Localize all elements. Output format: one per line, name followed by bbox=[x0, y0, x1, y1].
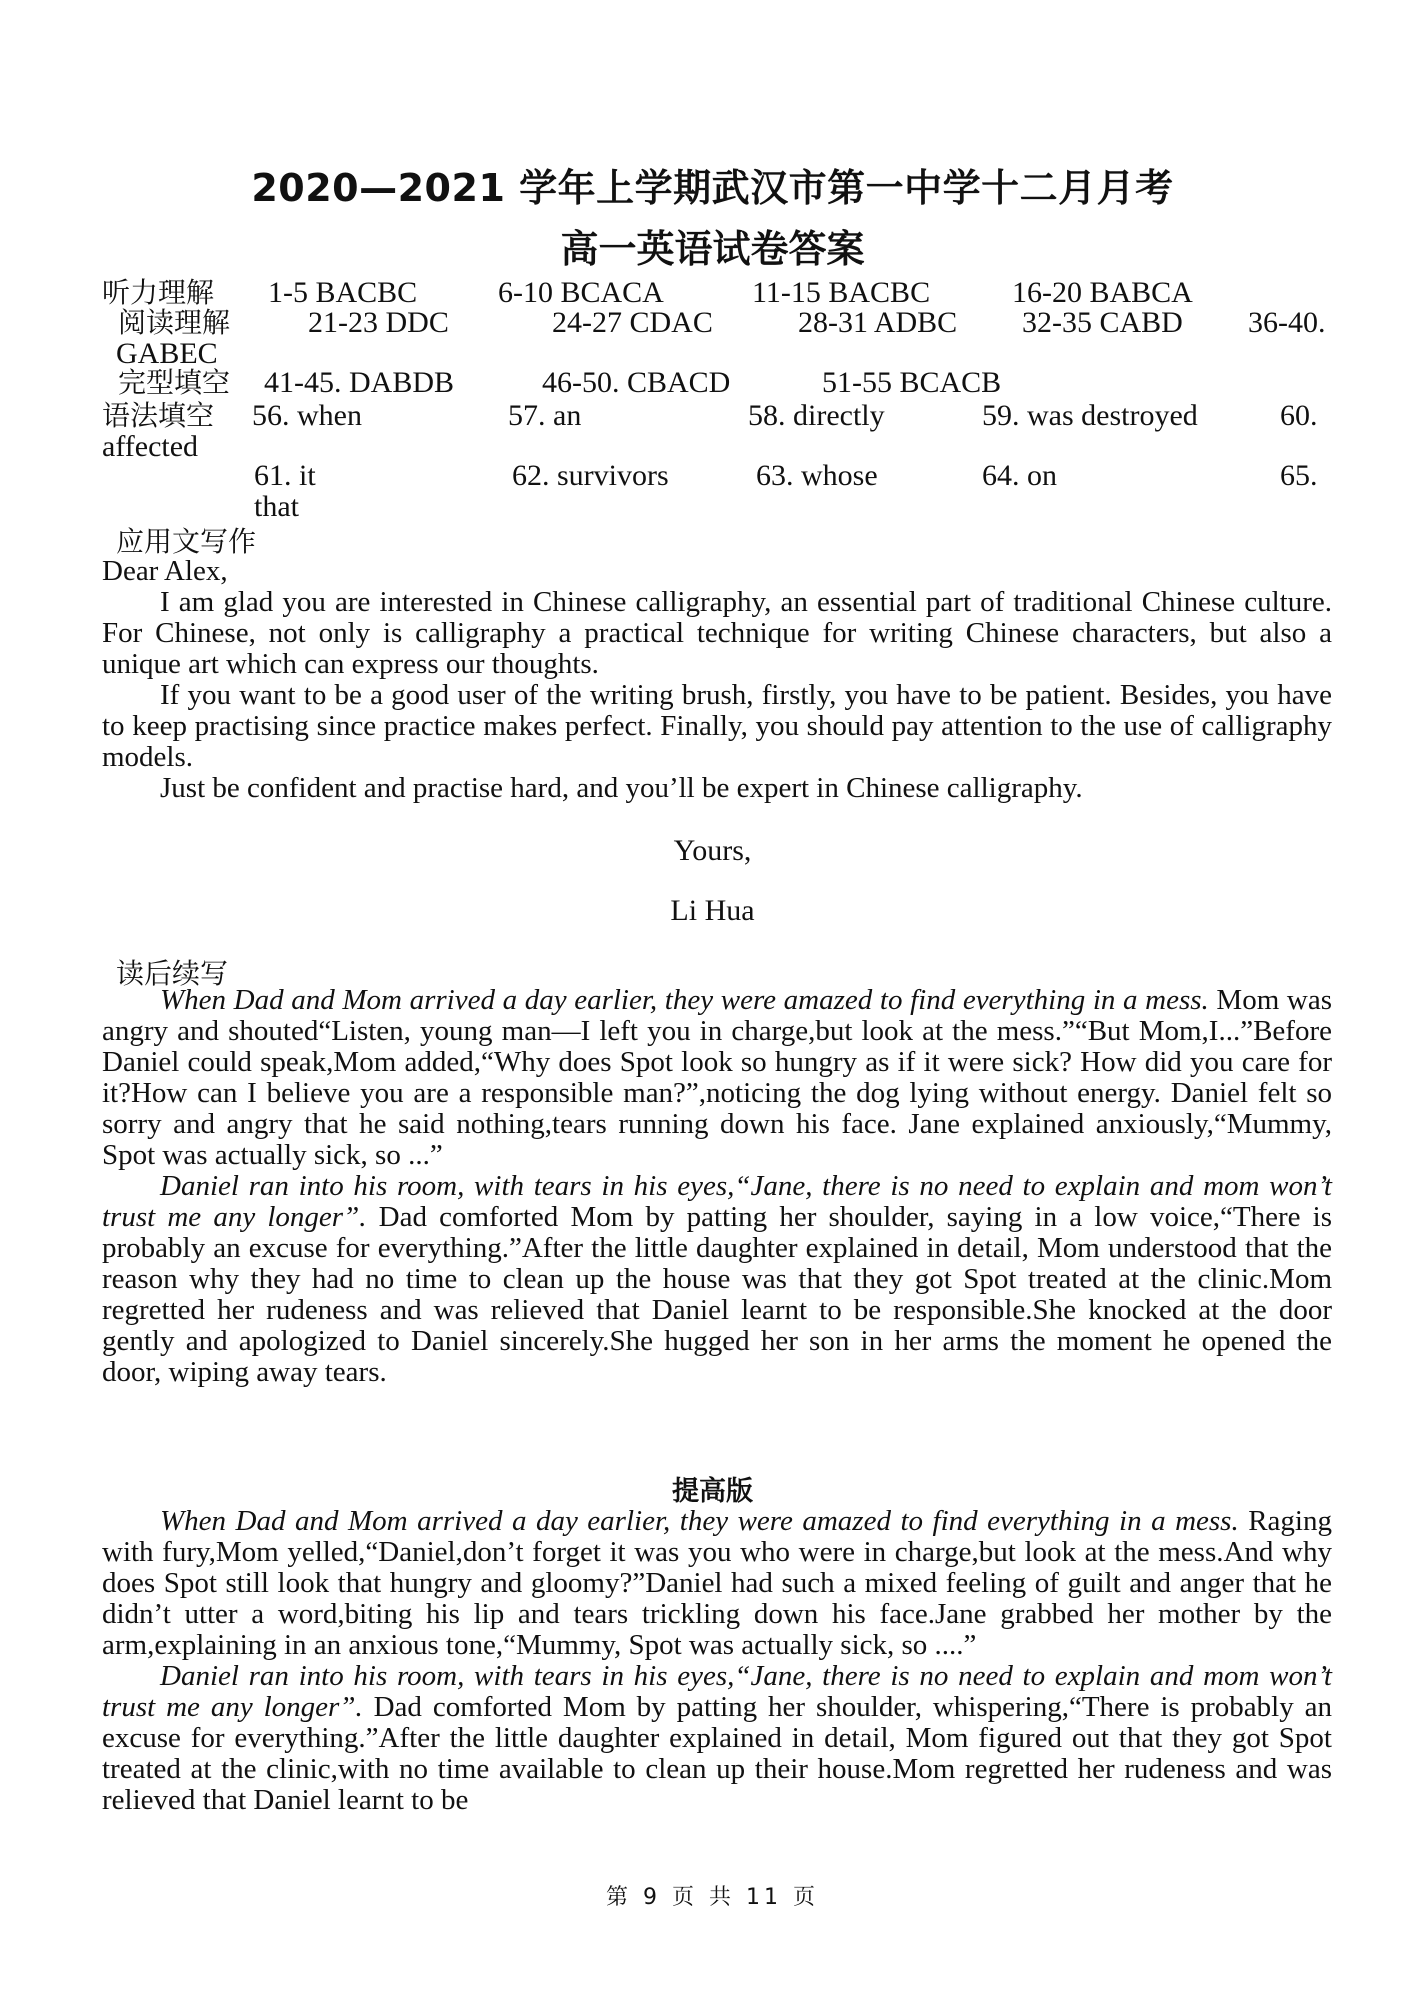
given-sentence: When Dad and Mom arrived a day earlier, they were amazed to find everything in a mess. bbox=[160, 1505, 1239, 1537]
letter-paragraph: I am glad you are interested in Chinese calligraphy, an essential part of traditional Chinese culture. For Chinese, not only is calligraphy a practical technique for writing Chinese characters, but also a unique art which can express our thoughts. bbox=[102, 586, 1332, 680]
advanced-text: Raging with fury,Mom yelled,“Daniel,don’t forget it was you who were in charge,but look at the mess.And why does Spot still look that hungry and gloomy?”Daniel had such a mixed feeling of guilt and anger that he didn’t utter a word,biting his lip and tears trickling down his face.Jane grabbed her mother by the arm,explaining in an anxious tone,“Mummy, Spot was actually sick, so ....” bbox=[102, 1505, 1332, 1661]
answer-item: 60. bbox=[1280, 399, 1318, 432]
page-footer: 第 9 页 共 11 页 bbox=[606, 1885, 819, 1910]
answer-wrap: affected bbox=[102, 430, 199, 463]
answer-item: 16-20 BABCA bbox=[1012, 276, 1193, 309]
continuation-paragraph bbox=[102, 985, 1332, 1171]
answer-label: 阅读理解 bbox=[118, 306, 231, 339]
continuation-text: Dad comforted Mom by patting her shoulder, saying in a low voice,“There is probably an excuse for everything.”After the little daughter explained in detail, Mom understood that the reason why they had no time to clean up the house was that they got Spot treated at the clinic.Mom regretted her rudeness and was relieved that Daniel learnt to be responsible.She knocked at the door gently and apologized to Daniel sincerely.She hugged her son in her arms the moment he opened the door, wiping away tears. bbox=[102, 1201, 1332, 1388]
answer-item: 61. it bbox=[254, 459, 316, 492]
answer-wrap: that bbox=[254, 490, 299, 523]
answer-item: 56. when bbox=[252, 399, 362, 432]
advanced-body bbox=[102, 1506, 1332, 1816]
section-heading-writing: 应用文写作 bbox=[116, 525, 257, 558]
continuation-paragraph bbox=[102, 1171, 1332, 1388]
answer-item: 6-10 BCACA bbox=[498, 276, 664, 309]
answer-item: 11-15 BACBC bbox=[752, 276, 931, 309]
answer-item: 65. bbox=[1280, 459, 1318, 492]
answer-item: 41-45. DABDB bbox=[264, 366, 455, 399]
answer-item: 32-35 CABD bbox=[1022, 306, 1183, 339]
answer-item: 1-5 BACBC bbox=[268, 276, 418, 309]
given-sentence: Daniel ran into his room, with tears in his eyes,“Jane, there is no need to explain and mom won’t trust me any longer”. bbox=[102, 1170, 1332, 1233]
answer-item: 59. was destroyed bbox=[982, 399, 1198, 432]
answer-item: 57. an bbox=[508, 399, 582, 432]
answer-item: 24-27 CDAC bbox=[552, 306, 713, 339]
answer-label: 完型填空 bbox=[118, 366, 231, 399]
answer-item: 36-40. bbox=[1248, 306, 1326, 339]
advanced-paragraph bbox=[102, 1506, 1332, 1661]
advanced-paragraph bbox=[102, 1661, 1332, 1816]
answer-item: 46-50. CBACD bbox=[542, 366, 731, 399]
answer-item: 28-31 ADBC bbox=[798, 306, 958, 339]
given-sentence: When Dad and Mom arrived a day earlier, they were amazed to find everything in a mess. bbox=[160, 984, 1209, 1016]
answer-label: 听力理解 bbox=[102, 276, 215, 309]
given-sentence: Daniel ran into his room, with tears in his eyes,“Jane, there is no need to explain and mom won’t trust me any longer”. bbox=[102, 1660, 1332, 1723]
answer-item: 63. whose bbox=[756, 459, 878, 492]
letter-paragraph: Just be confident and practise hard, and you’ll be expert in Chinese calligraphy. bbox=[160, 772, 1083, 804]
section-heading-advanced: 提高版 bbox=[672, 1476, 753, 1507]
letter-closing: Yours, bbox=[673, 834, 752, 867]
continuation-body bbox=[102, 985, 1332, 1388]
answer-label: 语法填空 bbox=[102, 399, 215, 432]
letter-body bbox=[102, 556, 1332, 804]
letter-signature: Li Hua bbox=[670, 894, 755, 927]
answer-item: 21-23 DDC bbox=[308, 306, 449, 339]
document-title: 2020—2021 学年上学期武汉市第一中学十二月月考 bbox=[251, 166, 1174, 210]
letter-paragraph: If you want to be a good user of the writing brush, firstly, you have to be patient. Besides, you have to keep practising since practice makes perfect. Finally, you should pay attention to the use of calligraphy models. bbox=[102, 679, 1332, 773]
answer-item: 64. on bbox=[982, 459, 1057, 492]
answer-wrap: GABEC bbox=[116, 337, 218, 370]
letter-greeting: Dear Alex, bbox=[102, 555, 228, 587]
answer-item: 58. directly bbox=[748, 399, 885, 432]
continuation-text: Mom was angry and shouted“Listen, young man—I left you in charge,but look at the mess.”“But Mom,I...”Before Daniel could speak,Mom added,“Why does Spot look so hungry as if it were sick? How did you care for it?How can I believe you are a responsible man?”,noticing the dog lying without energy. Daniel felt so sorry and angry that he said nothing,tears running down his face. Jane explained anxiously,“Mummy, Spot was actually sick, so ...” bbox=[102, 984, 1332, 1171]
answer-item: 51-55 BCACB bbox=[822, 366, 1002, 399]
advanced-text: Dad comforted Mom by patting her shoulder, whispering,“There is probably an excuse for everything.”After the little daughter explained in detail, Mom figured out that they got Spot treated at the clinic,with no time available to clean up their house.Mom regretted her rudeness and was relieved that Daniel learnt to be bbox=[102, 1691, 1332, 1816]
answer-item: 62. survivors bbox=[512, 459, 669, 492]
document-subtitle: 高一英语试卷答案 bbox=[560, 227, 865, 271]
section-heading-continuation: 读后续写 bbox=[116, 957, 229, 990]
